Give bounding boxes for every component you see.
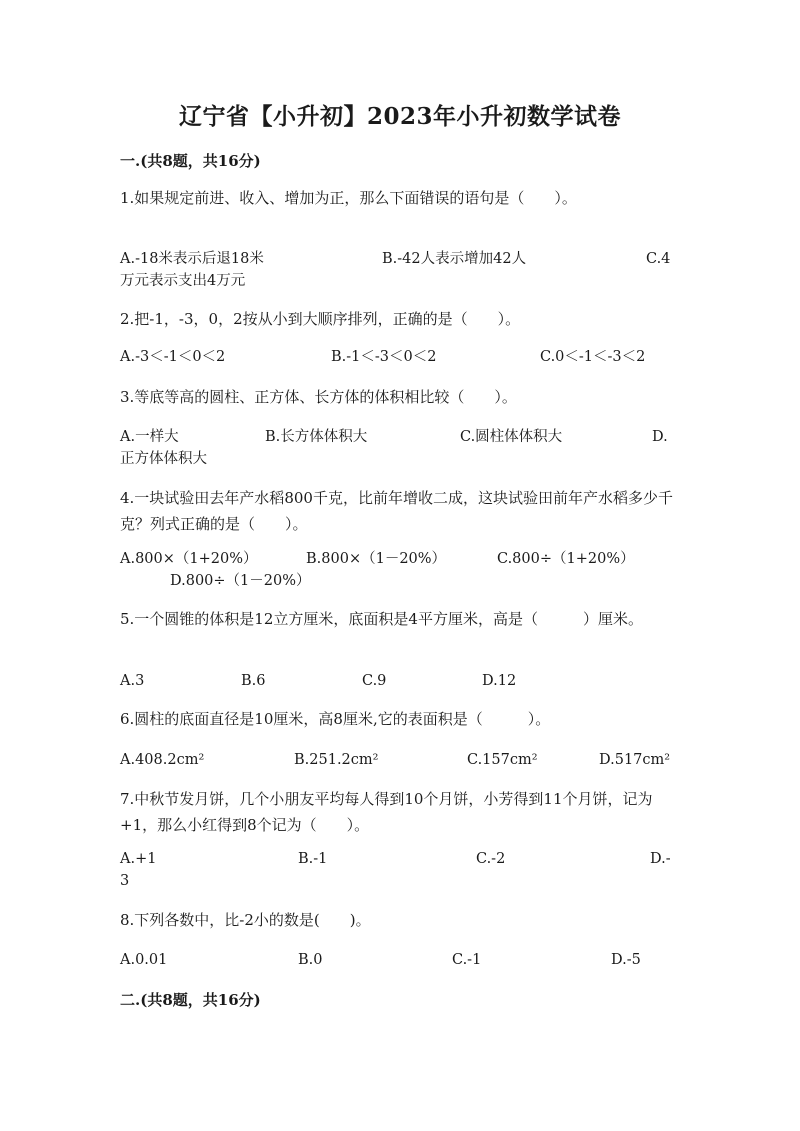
question-6: 6.圆柱的底面直径是10厘米，高8厘米,它的表面积是（ ）。: [120, 710, 551, 728]
question-5: 5.一个圆锥的体积是12立方厘米，底面积是4平方厘米，高是（ ）厘米。: [120, 610, 643, 628]
question-3: 3.等底等高的圆柱、正方体、长方体的体积相比较（ ）。: [120, 388, 517, 406]
question-5-option-d[interactable]: D.12: [482, 673, 517, 689]
question-8-option-b[interactable]: B.0: [298, 952, 323, 968]
question-7: 7.中秋节发月饼，几个小朋友平均每人得到10个月饼，小芳得到11个月饼，记为+1，那么小红得到8个记为（ ）。: [120, 790, 653, 834]
question-5-option-a[interactable]: A.3: [120, 673, 145, 689]
question-8-option-d[interactable]: D.-5: [611, 952, 641, 968]
question-8-option-c[interactable]: C.-1: [452, 952, 482, 968]
question-8-option-a[interactable]: A.0.01: [120, 952, 168, 968]
question-3-option-b[interactable]: B.长方体体积大: [265, 429, 368, 445]
question-6-option-d[interactable]: D.517cm²: [599, 752, 671, 768]
question-6-option-a[interactable]: A.408.2cm²: [120, 752, 205, 768]
question-2-option-c[interactable]: C.0＜-1＜-3＜2: [540, 349, 646, 365]
question-6-option-c[interactable]: C.157cm²: [467, 752, 538, 768]
question-7-option-d[interactable]: D.-: [650, 851, 671, 867]
question-1-option-b[interactable]: B.-42人表示增加42人: [382, 251, 527, 267]
question-3-option-a[interactable]: A.一样大: [120, 429, 179, 445]
question-7-option-a[interactable]: A.+1: [120, 851, 157, 867]
question-3-option-d[interactable]: D.: [652, 429, 668, 445]
question-3-option-wrap: 正方体体积大: [120, 451, 207, 467]
question-2: 2.把-1，-3，0，2按从小到大顺序排列，正确的是（ ）。: [120, 310, 521, 328]
question-8: 8.下列各数中，比-2小的数是( )。: [120, 911, 371, 929]
question-1-option-c[interactable]: C.4: [646, 251, 671, 267]
question-3-option-c[interactable]: C.圆柱体体积大: [460, 429, 563, 445]
question-4-option-b[interactable]: B.800×（1－20%）: [306, 551, 447, 567]
question-4-option-a[interactable]: A.800×（1+20%）: [120, 551, 258, 567]
question-5-option-b[interactable]: B.6: [241, 673, 266, 689]
question-1-option-wrap: 万元表示支出4万元: [120, 273, 246, 289]
question-4: 4.一块试验田去年产水稻800千克，比前年增收二成，这块试验田前年产水稻多少千克？列式正确的是（ ）。: [120, 489, 673, 533]
question-7-option-c[interactable]: C.-2: [476, 851, 506, 867]
question-2-option-b[interactable]: B.-1＜-3＜0＜2: [331, 349, 437, 365]
question-4-option-d[interactable]: D.800÷（1－20%）: [170, 573, 311, 589]
question-4-option-c[interactable]: C.800÷（1+20%）: [497, 551, 635, 567]
question-5-option-c[interactable]: C.9: [362, 673, 387, 689]
question-7-option-b[interactable]: B.-1: [298, 851, 328, 867]
question-6-option-b[interactable]: B.251.2cm²: [294, 752, 379, 768]
page-title: 辽宁省【小升初】2023年小升初数学试卷: [178, 103, 621, 130]
question-1-option-a[interactable]: A.-18米表示后退18米: [120, 251, 264, 267]
section-heading-2: 二.(共8题，共16分): [120, 991, 261, 1009]
section-heading-1: 一.(共8题，共16分): [120, 152, 261, 170]
question-2-option-a[interactable]: A.-3＜-1＜0＜2: [120, 349, 226, 365]
question-1: 1.如果规定前进、收入、增加为正，那么下面错误的语句是（ ）。: [120, 189, 577, 207]
question-7-option-wrap: 3: [120, 873, 130, 889]
